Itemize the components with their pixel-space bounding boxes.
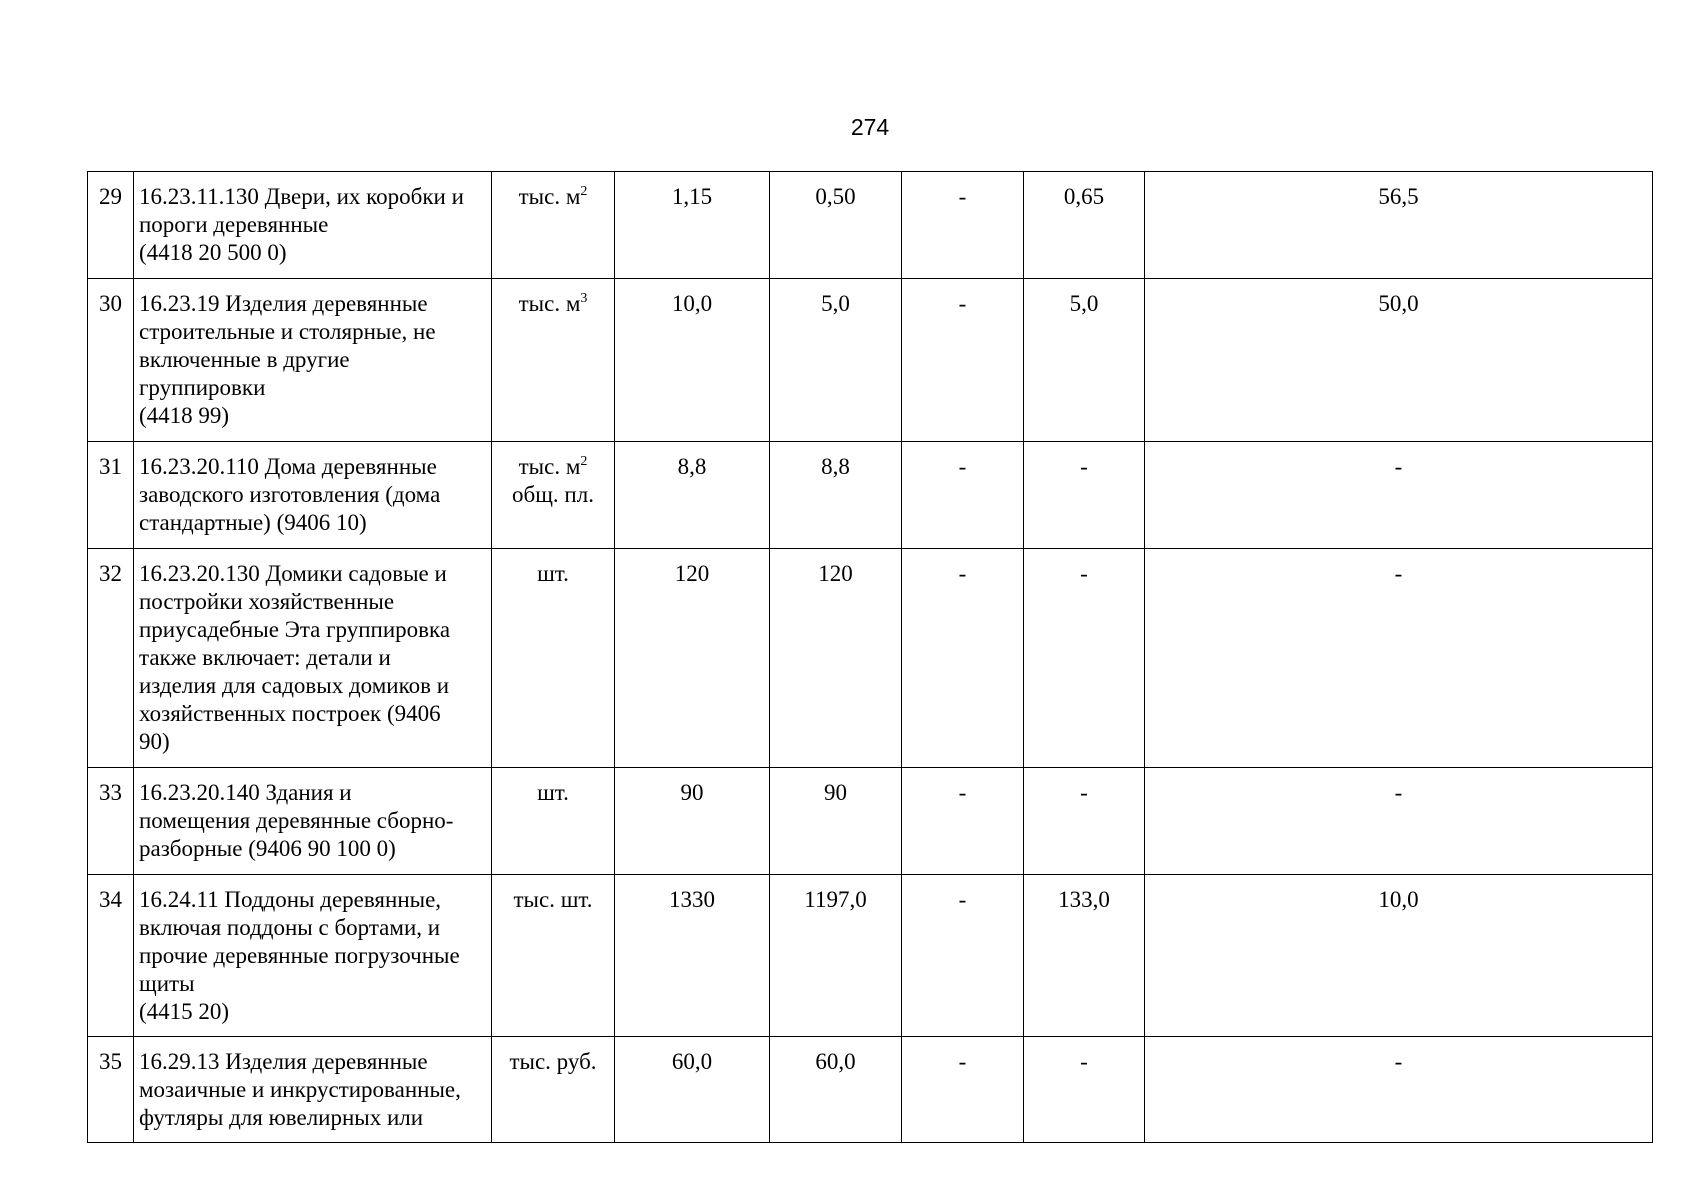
- row-number-cell: 32: [88, 549, 134, 768]
- product-name-line: прочие деревянные погрузочные: [139, 943, 460, 968]
- unit-cell: [492, 768, 615, 875]
- product-name-line: 16.23.19 Изделия деревянные: [139, 291, 428, 316]
- value-cell-v1: 8,8: [615, 442, 770, 549]
- product-name-line: (4418 99): [139, 403, 230, 428]
- value-cell-v3: -: [902, 442, 1024, 549]
- unit-line: шт.: [537, 561, 569, 586]
- table-row: [88, 875, 1653, 1037]
- value-cell-v5: -: [1145, 442, 1653, 549]
- value-cell-v1: 90: [615, 768, 770, 875]
- product-name-line: мозаичные и инкрустированные,: [139, 1077, 461, 1102]
- unit-cell: [492, 442, 615, 549]
- unit-cell: [492, 549, 615, 768]
- product-name-line: щиты: [139, 971, 195, 996]
- product-name-line: 16.23.20.110 Дома деревянные: [139, 454, 437, 479]
- product-name-line: 16.23.20.130 Домики садовые и: [139, 561, 447, 586]
- value-cell-v3: -: [902, 875, 1024, 1037]
- row-number-cell: 29: [88, 172, 134, 279]
- product-name-line: хозяйственных построек (9406: [139, 701, 441, 726]
- value-cell-v5: -: [1145, 549, 1653, 768]
- row-number-cell: 30: [88, 279, 134, 442]
- value-cell-v5: -: [1145, 768, 1653, 875]
- unit-superscript: 3: [580, 291, 588, 306]
- value-cell-v4: -: [1024, 549, 1145, 768]
- product-name-line: 16.23.11.130 Двери, их коробки и: [139, 184, 464, 209]
- product-name-line: также включает: детали и: [139, 645, 391, 670]
- product-name-line: (4415 20): [139, 999, 230, 1024]
- product-name-line: включая поддоны с бортами, и: [139, 915, 441, 940]
- value-cell-v4: 133,0: [1024, 875, 1145, 1037]
- value-cell-v3: -: [902, 549, 1024, 768]
- product-name-line: (4418 20 500 0): [139, 240, 287, 265]
- value-cell-v3: -: [902, 172, 1024, 279]
- product-name-cell: [134, 549, 492, 768]
- unit-line: тыс. $м^2$: [518, 454, 588, 479]
- product-name-line: изделия для садовых домиков и: [139, 673, 450, 698]
- unit-line: тыс. $м^2$: [518, 184, 588, 209]
- table-body: [88, 172, 1653, 1143]
- value-cell-v1: 60,0: [615, 1037, 770, 1143]
- product-name-cell: [134, 172, 492, 279]
- value-cell-v1: 1330: [615, 875, 770, 1037]
- value-cell-v4: -: [1024, 442, 1145, 549]
- unit-line: шт.: [537, 780, 569, 805]
- product-name-line: группировки: [139, 375, 266, 400]
- value-cell-v2: 5,0: [770, 279, 902, 442]
- product-name-cell: [134, 279, 492, 442]
- value-cell-v1: 120: [615, 549, 770, 768]
- unit-cell: [492, 279, 615, 442]
- unit-cell: [492, 172, 615, 279]
- product-name-line: приусадебные Эта группировка: [139, 617, 451, 642]
- value-cell-v2: 8,8: [770, 442, 902, 549]
- table-row: [88, 768, 1653, 875]
- unit-line: тыс. шт.: [513, 887, 593, 912]
- value-cell-v3: -: [902, 1037, 1024, 1143]
- unit-cell: [492, 875, 615, 1037]
- table-row: [88, 279, 1653, 442]
- product-name-cell: [134, 442, 492, 549]
- value-cell-v3: -: [902, 279, 1024, 442]
- unit-superscript: 2: [580, 184, 588, 199]
- unit-cell: [492, 1037, 615, 1143]
- value-cell-v5: -: [1145, 1037, 1653, 1143]
- product-name-cell: [134, 1037, 492, 1143]
- value-cell-v3: -: [902, 768, 1024, 875]
- value-cell-v4: 0,65: [1024, 172, 1145, 279]
- table-row: [88, 549, 1653, 768]
- product-name-cell: [134, 875, 492, 1037]
- value-cell-v5: 56,5: [1145, 172, 1653, 279]
- product-name-line: разборные (9406 90 100 0): [139, 836, 396, 861]
- row-number-cell: 31: [88, 442, 134, 549]
- product-name-line: футляры для ювелирных или: [139, 1105, 424, 1130]
- value-cell-v2: 90: [770, 768, 902, 875]
- row-number-cell: 35: [88, 1037, 134, 1143]
- value-cell-v5: 50,0: [1145, 279, 1653, 442]
- unit-line: общ. пл.: [512, 482, 594, 507]
- value-cell-v2: 1197,0: [770, 875, 902, 1037]
- value-cell-v2: 120: [770, 549, 902, 768]
- value-cell-v2: 60,0: [770, 1037, 902, 1143]
- product-name-line: 16.24.11 Поддоны деревянные,: [139, 887, 442, 912]
- value-cell-v1: 10,0: [615, 279, 770, 442]
- table-row: [88, 1037, 1653, 1143]
- value-cell-v4: 5,0: [1024, 279, 1145, 442]
- unit-line: тыс. $м^3$: [518, 291, 588, 316]
- product-name-line: пороги деревянные: [139, 212, 329, 237]
- product-name-line: помещения деревянные сборно-: [139, 808, 454, 833]
- product-name-line: заводского изготовления (дома: [139, 482, 441, 507]
- product-name-line: строительные и столярные, не: [139, 319, 436, 344]
- value-cell-v2: 0,50: [770, 172, 902, 279]
- product-name-line: 16.29.13 Изделия деревянные: [139, 1049, 428, 1074]
- unit-line: тыс. руб.: [509, 1049, 597, 1074]
- product-name-line: стандартные) (9406 10): [139, 510, 367, 535]
- product-name-line: 90): [139, 729, 170, 754]
- product-name-line: постройки хозяйственные: [139, 589, 395, 614]
- value-cell-v1: 1,15: [615, 172, 770, 279]
- table-row: [88, 172, 1653, 279]
- value-cell-v4: -: [1024, 1037, 1145, 1143]
- unit-superscript: 2: [580, 454, 588, 469]
- value-cell-v5: 10,0: [1145, 875, 1653, 1037]
- product-name-cell: [134, 768, 492, 875]
- product-name-line: 16.23.20.140 Здания и: [139, 780, 352, 805]
- table-row: [88, 442, 1653, 549]
- page-number: 274: [850, 114, 890, 140]
- row-number-cell: 33: [88, 768, 134, 875]
- value-cell-v4: -: [1024, 768, 1145, 875]
- row-number-cell: 34: [88, 875, 134, 1037]
- product-name-line: включенные в другие: [139, 347, 350, 372]
- data-table: [87, 171, 1653, 1143]
